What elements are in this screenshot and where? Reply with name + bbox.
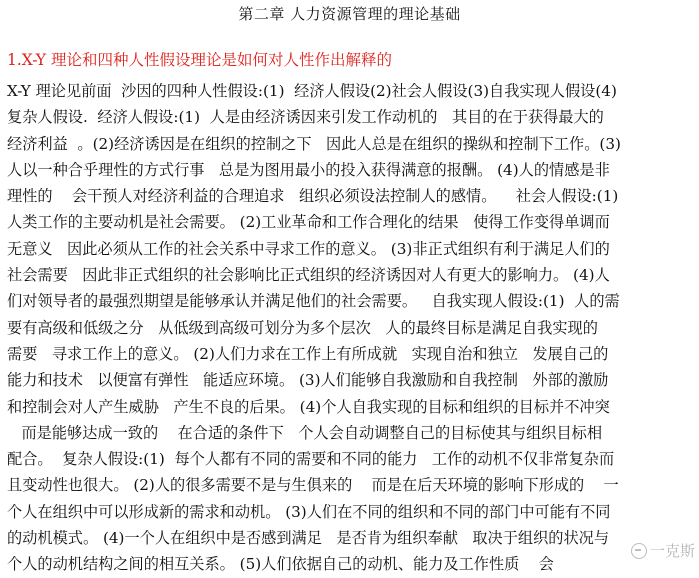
body-line: 配合。 复杂人假设:(1) 每个人都有不同的需要和不同的能力 工作的动机不仅非常复杂而 (7, 450, 615, 469)
chat-bubble-icon (631, 543, 647, 559)
body-line: 社会需要 因此非正式组织的社会影响比正式组织的经济诱因对人有更大的影响力。 (4)人 (7, 266, 610, 285)
watermark-text: 一克斯 (649, 542, 695, 560)
body-line: 而是能够达成一致的 在合适的条件下 个人会自动调整自己的目标使其与组织目标相 (7, 423, 603, 442)
body-line: 个人的动机结构之间的相互关系。 (5)人们依据自己的动机、能力及工作性质 会 (7, 555, 554, 574)
body-line: X-Y 理论见前面 沙因的四种人性假设:(1) 经济人假设(2)社会人假设(3)自我实现人假设(4) (7, 82, 617, 100)
body-line: 人以一种合乎理性的方式行事 总是为图用最小的投入获得满意的报酬。 (4)人的情感是非 (7, 160, 610, 179)
body-line: 和控制会对人产生威胁 产生不良的后果。 (4)个人自我实现的目标和组织的目标并不冲突 (7, 397, 610, 416)
body-line: 需要 寻求工作上的意义。 (2)人们力求在工作上有所成就 实现自治和独立 发展自己的 (7, 344, 609, 363)
body-line: 能力和技术 以便富有弹性 能适应环境。 (3)人们能够自我激励和自我控制 外部的激励 (7, 371, 609, 390)
watermark (631, 540, 695, 561)
body-line: 且变动性也很大。 (2)人的很多需要不是与生俱来的 而是在后天环境的影响下形成的 一 (7, 476, 619, 495)
body-line: 无意义 因此必须从工作的社会关系中寻求工作的意义。 (3)非正式组织有利于满足人们的 (7, 239, 610, 258)
body-line: 人类工作的主要动机是社会需要。 (2)工业革命和工作合理化的结果 使得工作变得单调而 (7, 213, 610, 232)
body-line: 的动机模式。 (4)一个人在组织中是否感到满足 是否肯为组织奉献 取决于组织的状况与 (7, 529, 610, 548)
body-line: 要有高级和低级之分 从低级到高级可划分为多个层次 人的最终目标是满足自我实现的 (7, 318, 598, 337)
body-line: 经济利益 。(2)经济诱因是在组织的控制之下 因此人总是在组织的操纵和控制下工作。(3) (7, 134, 621, 153)
body-line: 个人在组织中可以形成新的需求和动机。 (3)人们在不同的组织和不同的部门中可能有不同 (7, 502, 611, 521)
section-heading: 1.X-Y 理论和四种人性假设理论是如何对人性作出解释的 (7, 51, 392, 69)
body-line: 复杂人假设. 经济人假设:(1) 人是由经济诱因来引发工作动机的 其目的在于获得最大的 (7, 108, 604, 127)
body-text (7, 78, 697, 578)
body-line: 理性的 会干预人对经济利益的合理追求 组织必须设法控制人的感情。 社会人假设:(1) (7, 187, 619, 206)
body-line: 们对领导者的最强烈期望是能够承认并满足他们的社会需要。 自我实现人假设:(1) 人的需 (7, 292, 620, 311)
chapter-title: 第二章 人力资源管理的理论基础 (238, 5, 461, 23)
